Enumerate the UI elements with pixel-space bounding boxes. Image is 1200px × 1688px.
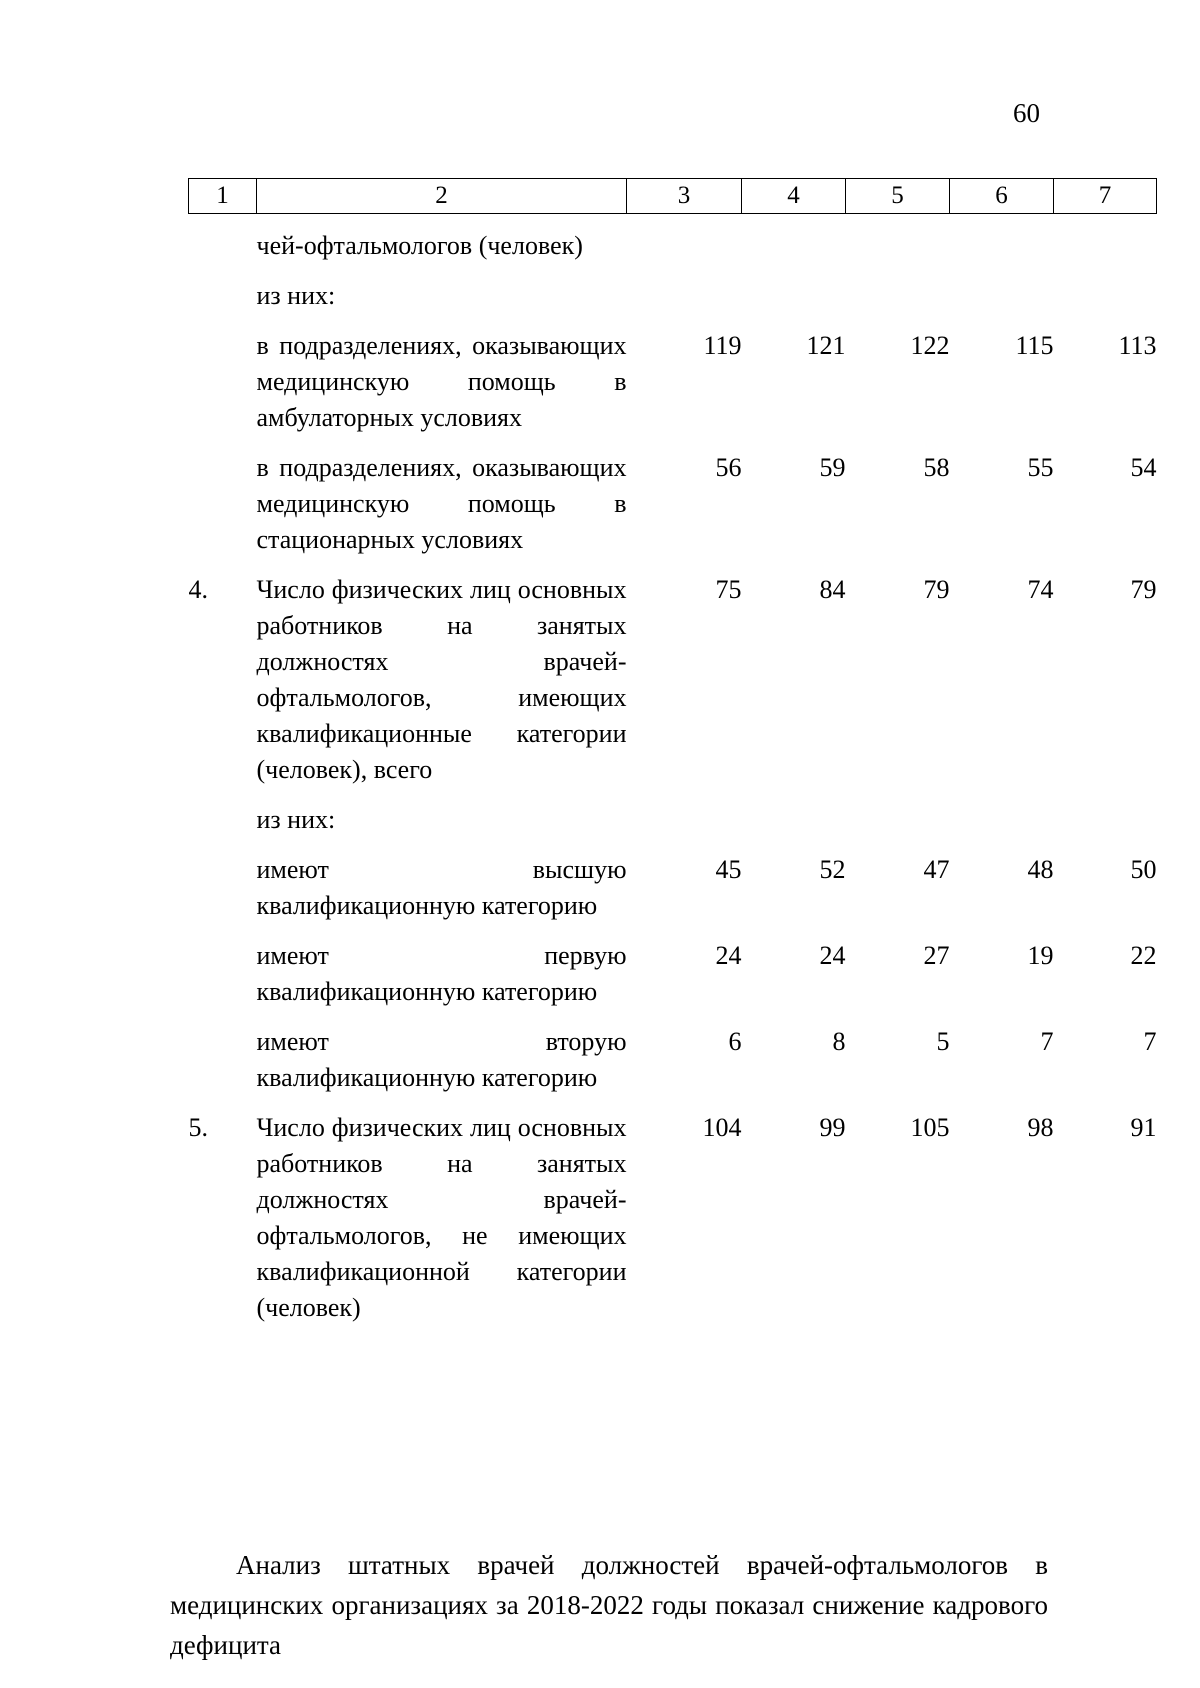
row-value-2019 [742,214,846,265]
column-header-3: 3 [627,179,742,214]
row-value-2021 [950,788,1054,838]
row-value-2020 [846,788,950,838]
column-header-5: 5 [846,179,950,214]
row-value-2022: 113 [1118,331,1157,360]
row-value-2019: 84 [819,575,846,604]
row-value-2020: 79 [923,575,950,604]
row-value-2018 [627,214,742,265]
row-value-2021: 48 [1027,855,1054,884]
row-value-2019: 121 [806,331,846,360]
row-value-2021: 7 [1040,1027,1054,1056]
row-value-2022: 79 [1130,575,1157,604]
row-value-2021: 74 [1027,575,1054,604]
table-row [189,1096,1157,1326]
row-value-2018: 45 [715,855,742,884]
row-value-2022: 22 [1130,941,1157,970]
row-label: чей-офтальмологов (человек) [256,231,583,260]
row-value-2019: 52 [819,855,846,884]
row-value-2022 [1054,214,1157,265]
table-row [189,788,1157,838]
column-header-7: 7 [1054,179,1157,214]
row-value-2020: 47 [923,855,950,884]
row-number [189,924,257,1010]
row-value-2022 [1054,788,1157,838]
row-value-2021 [950,264,1054,314]
row-value-2018: 6 [728,1027,742,1056]
row-value-2020: 105 [910,1113,950,1142]
row-value-2019: 99 [819,1113,846,1142]
row-value-2020: 58 [923,453,950,482]
table-row [189,214,1157,265]
row-number [189,436,257,558]
row-value-2021: 115 [1015,331,1054,360]
table-row [189,924,1157,1010]
row-value-2019: 8 [832,1027,846,1056]
column-header-4: 4 [742,179,846,214]
row-value-2021: 19 [1027,941,1054,970]
column-header-1: 1 [189,179,257,214]
row-label: Число физических лиц основных работников на занятых должностях врачей-офтальмологов, не имеющих квалификационной категории (человек) [256,1113,627,1322]
row-value-2022: 50 [1130,855,1157,884]
closing-paragraph: Анализ штатных врачей должностей врачей-офтальмологов в медицинских организациях за 2018-2022 годы показал снижение кадрового дефицита [170,1550,1048,1660]
row-value-2022: 54 [1130,453,1157,482]
row-value-2018 [627,788,742,838]
row-value-2018: 119 [703,331,742,360]
row-label: в подразделениях, оказывающих медицинскую помощь в амбулаторных условиях [256,331,627,432]
row-number [189,838,257,924]
row-number: 4. [188,575,208,604]
table-header-row [189,179,1157,214]
row-value-2018: 56 [715,453,742,482]
row-value-2018: 24 [715,941,742,970]
table-row [189,558,1157,788]
column-header-2: 2 [257,179,627,214]
row-label: из них: [256,805,336,834]
row-label: из них: [256,281,336,310]
row-number [189,1010,257,1096]
page-number: 60 [1013,98,1040,128]
row-label: имеют вторую квалификационную категорию [256,1027,627,1092]
row-value-2019: 24 [819,941,846,970]
table-row [189,264,1157,314]
row-value-2021: 55 [1027,453,1054,482]
row-label: Число физических лиц основных работников на занятых должностях врачей-офтальмологов, имеющих квалификационные категории (человек), всего [256,575,627,784]
row-label: в подразделениях, оказывающих медицинскую помощь в стационарных условиях [256,453,627,554]
row-number: 5. [188,1113,208,1142]
row-number [189,264,257,314]
row-value-2019 [742,788,846,838]
statistics-table [188,178,1157,1326]
row-value-2018 [627,264,742,314]
row-value-2018: 104 [702,1113,742,1142]
table-row [189,1010,1157,1096]
row-value-2021 [950,214,1054,265]
row-value-2020: 5 [936,1027,950,1056]
row-value-2019: 59 [819,453,846,482]
row-value-2020: 122 [910,331,950,360]
row-label: имеют первую квалификационную категорию [256,941,627,1006]
row-value-2018: 75 [715,575,742,604]
row-number [189,788,257,838]
row-value-2022: 91 [1130,1113,1157,1142]
row-number [189,214,257,265]
table-row [189,314,1157,436]
column-header-6: 6 [950,179,1054,214]
row-value-2022 [1054,264,1157,314]
table-row [189,436,1157,558]
row-value-2020 [846,214,950,265]
row-value-2021: 98 [1027,1113,1054,1142]
table-row [189,838,1157,924]
row-value-2020 [846,264,950,314]
row-value-2022: 7 [1143,1027,1157,1056]
row-value-2020: 27 [923,941,950,970]
row-label: имеют высшую квалификационную категорию [256,855,627,920]
row-number [189,314,257,436]
row-value-2019 [742,264,846,314]
